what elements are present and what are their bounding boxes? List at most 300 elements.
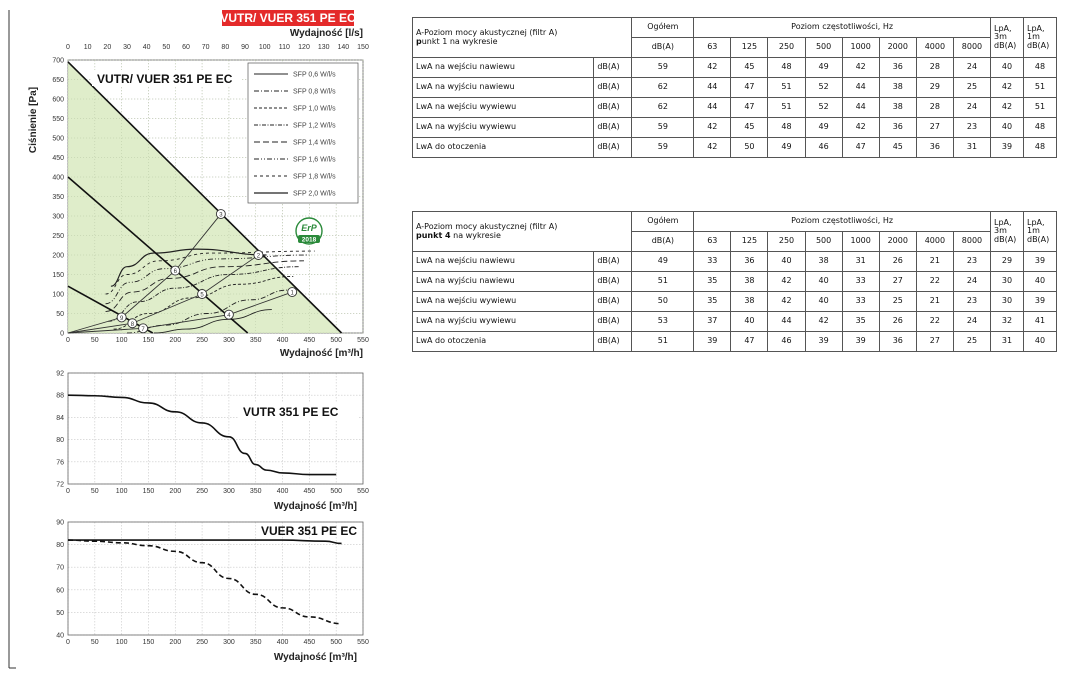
chart-title: VUTR 351 PE EC — [243, 405, 339, 419]
table-description — [413, 212, 632, 252]
header-freq-8000: 8000 — [953, 38, 990, 58]
row-value: 24 — [953, 272, 990, 292]
header-freq-63: 63 — [694, 232, 731, 252]
x2-tick-label: 120 — [298, 44, 310, 51]
y-tick-label: 100 — [52, 291, 64, 299]
header-freq-63: 63 — [694, 38, 731, 58]
y-tick-label: 500 — [52, 135, 64, 143]
x2-tick-label: 20 — [103, 44, 112, 51]
x2-tick-label: 140 — [337, 44, 350, 51]
table-row — [413, 332, 1057, 352]
x-tick-label: 500 — [330, 488, 343, 495]
row-value: 46 — [805, 138, 842, 158]
y-tick-label: 350 — [52, 194, 64, 201]
row-lpa-1m: 41 — [1023, 312, 1056, 332]
row-label: LwA na wyjściu wywiewu — [413, 118, 594, 138]
row-value: 44 — [694, 98, 731, 118]
y-tick-label: 150 — [52, 272, 64, 279]
row-lpa-1m: 39 — [1023, 252, 1056, 272]
row-label: LwA na wejściu wywiewu — [413, 98, 594, 118]
row-value: 42 — [768, 292, 805, 312]
operating-point-label: 6 — [173, 269, 177, 276]
row-value: 38 — [879, 98, 916, 118]
y-tick-label: 90 — [56, 519, 64, 527]
row-value: 38 — [731, 292, 768, 312]
operating-point-label: 3 — [219, 212, 223, 219]
legend-box — [248, 63, 358, 203]
row-value: 23 — [953, 118, 990, 138]
row-lpa-1m: 40 — [1023, 272, 1056, 292]
row-value: 21 — [916, 252, 953, 272]
row-label: LwA do otoczenia — [413, 332, 594, 352]
row-value: 49 — [805, 118, 842, 138]
row-value: 39 — [694, 332, 731, 352]
header-freq-1000: 1000 — [842, 38, 879, 58]
row-lpa-3m: 40 — [991, 118, 1024, 138]
table-row — [413, 118, 1057, 138]
header-freq-250: 250 — [768, 232, 805, 252]
row-lpa-1m: 48 — [1023, 118, 1056, 138]
row-value: 27 — [879, 272, 916, 292]
x2-tick-label: 10 — [83, 44, 92, 51]
row-unit: dB(A) — [594, 292, 632, 312]
header-freq-125: 125 — [731, 232, 768, 252]
acoustic-table-point-4 — [412, 211, 1057, 352]
x2-tick-label: 100 — [258, 44, 271, 51]
row-total: 59 — [632, 138, 694, 158]
lpa-1m-text: dB(A) — [1026, 40, 1050, 50]
row-value: 44 — [694, 78, 731, 98]
x-tick-label: 450 — [303, 488, 316, 495]
x-tick-label: 550 — [357, 488, 369, 495]
header-unit: dB(A) — [632, 38, 694, 58]
header-lpa-3m — [991, 18, 1024, 58]
x-tick-label: 250 — [196, 488, 208, 495]
x-tick-label: 300 — [223, 337, 235, 344]
row-total: 49 — [632, 252, 694, 272]
row-value: 49 — [768, 138, 805, 158]
y-tick-label: 50 — [56, 311, 64, 318]
x-tick-label: 50 — [90, 488, 99, 495]
row-unit: dB(A) — [594, 138, 632, 158]
x-tick-label: 100 — [115, 337, 128, 344]
y-tick-label: 70 — [56, 564, 64, 572]
legend-label: SFP 1,6 W/l/s — [293, 156, 336, 164]
x-tick-label: 500 — [330, 337, 343, 344]
x-axis-label: Wydajność [m³/h] — [273, 501, 357, 512]
row-total: 50 — [632, 292, 694, 312]
header-frequency: Poziom częstotliwości, Hz — [694, 212, 991, 232]
header-freq-4000: 4000 — [916, 232, 953, 252]
legend-label: SFP 1,2 W/l/s — [293, 122, 336, 130]
row-value: 24 — [953, 312, 990, 332]
row-value: 25 — [953, 78, 990, 98]
row-value: 51 — [768, 78, 805, 98]
row-value: 29 — [916, 78, 953, 98]
x-tick-label: 400 — [276, 337, 289, 344]
header-frequency: Poziom częstotliwości, Hz — [694, 18, 991, 38]
desc-line1: A-Poziom mocy akustycznej (filtr A) — [416, 222, 558, 232]
acoustic-table-point-1 — [412, 17, 1057, 158]
pressure-chart — [28, 28, 369, 359]
lpa-1m-text: LpA, — [1026, 217, 1045, 227]
table-row — [413, 138, 1057, 158]
row-label: LwA na wejściu wywiewu — [413, 292, 594, 312]
operating-point-label: 9 — [119, 315, 124, 322]
header-freq-4000: 4000 — [916, 38, 953, 58]
legend-label: SFP 0,8 W/l/s — [293, 88, 336, 96]
row-total: 59 — [632, 118, 694, 138]
erp-badge-text: ErP — [301, 223, 317, 233]
table-row — [413, 58, 1057, 78]
x-tick-label: 0 — [66, 639, 70, 646]
header-freq-2000: 2000 — [879, 232, 916, 252]
x2-tick-label: 130 — [317, 44, 330, 51]
y-tick-label: 72 — [56, 481, 64, 489]
row-value: 50 — [731, 138, 768, 158]
row-unit: dB(A) — [594, 332, 632, 352]
row-value: 47 — [731, 78, 768, 98]
row-value: 45 — [731, 58, 768, 78]
x-tick-label: 300 — [223, 488, 235, 495]
row-unit: dB(A) — [594, 118, 632, 138]
row-value: 36 — [916, 138, 953, 158]
operating-point-label: 1 — [290, 290, 294, 297]
vutr-chart — [56, 371, 369, 513]
x-tick-label: 200 — [169, 488, 182, 495]
row-value: 23 — [953, 252, 990, 272]
y-tick-label: 650 — [52, 77, 64, 84]
header-freq-8000: 8000 — [953, 232, 990, 252]
row-total: 62 — [632, 78, 694, 98]
legend-label: SFP 1,8 W/l/s — [293, 173, 336, 181]
header-total: Ogółem — [632, 18, 694, 38]
row-total: 51 — [632, 272, 694, 292]
row-value: 46 — [768, 332, 805, 352]
row-total: 51 — [632, 332, 694, 352]
header-lpa-3m — [991, 212, 1024, 252]
row-lpa-1m: 51 — [1023, 98, 1056, 118]
row-value: 48 — [768, 118, 805, 138]
row-label: LwA do otoczenia — [413, 138, 594, 158]
row-unit: dB(A) — [594, 272, 632, 292]
desc-line1: A-Poziom mocy akustycznej (filtr A) — [416, 28, 558, 38]
table-row — [413, 252, 1057, 272]
x-axis-label: Wydajność [m³/h] — [279, 348, 363, 359]
header-freq-500: 500 — [805, 38, 842, 58]
x-tick-label: 50 — [90, 337, 99, 344]
header-freq-250: 250 — [768, 38, 805, 58]
y-tick-label: 76 — [56, 459, 64, 467]
row-label: LwA na wyjściu nawiewu — [413, 78, 594, 98]
y-tick-label: 88 — [56, 392, 64, 400]
x2-tick-label: 50 — [162, 44, 171, 51]
desc-line2: na wykresie — [450, 230, 501, 240]
lpa-3m-text: dB(A) — [994, 40, 1017, 50]
x2-tick-label: 90 — [241, 44, 249, 51]
x-tick-label: 0 — [66, 488, 70, 495]
row-value: 48 — [768, 58, 805, 78]
row-lpa-3m: 42 — [991, 98, 1024, 118]
operating-point-label: 7 — [141, 326, 145, 333]
y-tick-label: 84 — [56, 414, 64, 422]
y-tick-label: 300 — [52, 213, 64, 221]
left-charts-panel — [0, 0, 400, 681]
row-value: 38 — [731, 272, 768, 292]
chart-title: VUER 351 PE EC — [260, 524, 357, 538]
row-unit: dB(A) — [594, 312, 632, 332]
table-row — [413, 78, 1057, 98]
lpa-1m-text: 1m — [1026, 226, 1040, 236]
operating-point-label: 4 — [227, 313, 231, 320]
erp-badge-year: 2018 — [301, 236, 317, 244]
x-tick-label: 100 — [115, 488, 128, 495]
lpa-1m-text: LpA, — [1026, 23, 1045, 33]
row-value: 27 — [916, 332, 953, 352]
header-freq-1000: 1000 — [842, 232, 879, 252]
x-tick-label: 550 — [357, 337, 369, 344]
y-tick-label: 550 — [52, 116, 64, 123]
chart-title: VUTR/ VUER 351 PE EC — [97, 72, 233, 86]
x-tick-label: 400 — [276, 639, 289, 646]
row-value: 39 — [842, 332, 879, 352]
row-value: 24 — [953, 58, 990, 78]
y-axis-label: Ciśnienie [Pa] — [28, 86, 39, 154]
row-label: LwA na wyjściu nawiewu — [413, 272, 594, 292]
table-row — [413, 272, 1057, 292]
row-value: 42 — [768, 272, 805, 292]
row-value: 52 — [805, 98, 842, 118]
row-value: 52 — [805, 78, 842, 98]
row-value: 40 — [805, 292, 842, 312]
row-value: 26 — [879, 252, 916, 272]
lpa-3m-text: LpA, — [994, 217, 1012, 227]
row-value: 44 — [768, 312, 805, 332]
row-value: 36 — [879, 118, 916, 138]
x-tick-label: 450 — [303, 639, 316, 646]
row-value: 42 — [694, 58, 731, 78]
title-banner-text: VUTR/ VUER 351 PE EC — [220, 11, 356, 25]
row-value: 26 — [879, 312, 916, 332]
y-tick-label: 250 — [52, 233, 64, 240]
x-tick-label: 350 — [249, 337, 262, 344]
x-tick-label: 200 — [169, 639, 182, 646]
table-row — [413, 312, 1057, 332]
x2-tick-label: 80 — [221, 44, 230, 51]
row-value: 45 — [731, 118, 768, 138]
y-tick-label: 700 — [52, 57, 64, 65]
row-value: 47 — [731, 98, 768, 118]
header-freq-125: 125 — [731, 38, 768, 58]
x-tick-label: 150 — [142, 639, 155, 646]
x-tick-label: 500 — [330, 639, 343, 646]
row-value: 22 — [916, 272, 953, 292]
desc-bold: punkt 4 — [416, 230, 451, 240]
x-tick-label: 350 — [249, 639, 262, 646]
row-lpa-3m: 32 — [991, 312, 1024, 332]
row-lpa-1m: 40 — [1023, 332, 1056, 352]
y-tick-label: 60 — [56, 587, 64, 595]
table-row — [413, 292, 1057, 312]
row-value: 40 — [768, 252, 805, 272]
row-label: LwA na wyjściu wywiewu — [413, 312, 594, 332]
x2-tick-label: 0 — [66, 44, 70, 51]
row-total: 62 — [632, 98, 694, 118]
header-freq-500: 500 — [805, 232, 842, 252]
x-tick-label: 350 — [249, 488, 262, 495]
y-tick-label: 450 — [52, 155, 64, 162]
desc-line2: unkt 1 na wykresie — [421, 36, 498, 46]
header-lpa-1m — [1023, 18, 1056, 58]
row-value: 23 — [953, 292, 990, 312]
x-tick-label: 450 — [303, 337, 316, 344]
row-lpa-3m: 40 — [991, 58, 1024, 78]
x-axis-label: Wydajność [m³/h] — [273, 652, 357, 663]
row-value: 36 — [879, 58, 916, 78]
row-value: 31 — [953, 138, 990, 158]
lpa-3m-text: LpA, — [994, 23, 1012, 33]
row-value: 25 — [953, 332, 990, 352]
x2-axis-label: Wydajność [l/s] — [289, 28, 363, 39]
row-value: 31 — [842, 252, 879, 272]
row-value: 37 — [694, 312, 731, 332]
x-tick-label: 100 — [115, 639, 128, 646]
row-value: 45 — [879, 138, 916, 158]
table-row — [413, 98, 1057, 118]
row-value: 47 — [842, 138, 879, 158]
row-value: 22 — [916, 312, 953, 332]
row-value: 21 — [916, 292, 953, 312]
lpa-3m-text: 3m — [994, 226, 1007, 236]
row-value: 35 — [694, 272, 731, 292]
row-lpa-3m: 42 — [991, 78, 1024, 98]
row-value: 38 — [805, 252, 842, 272]
legend-label: SFP 1,4 W/l/s — [293, 139, 336, 147]
lpa-3m-text: 3m — [994, 32, 1007, 42]
row-unit: dB(A) — [594, 78, 632, 98]
y-tick-label: 40 — [56, 632, 64, 640]
legend-label: SFP 2,0 W/l/s — [293, 190, 336, 198]
row-value: 44 — [842, 78, 879, 98]
vuer-chart — [56, 520, 369, 664]
row-total: 59 — [632, 58, 694, 78]
x-tick-label: 300 — [223, 639, 235, 646]
row-value: 39 — [805, 332, 842, 352]
row-value: 49 — [805, 58, 842, 78]
lpa-3m-text: dB(A) — [994, 234, 1017, 244]
row-lpa-3m: 39 — [991, 138, 1024, 158]
row-unit: dB(A) — [594, 58, 632, 78]
x2-tick-label: 70 — [201, 44, 210, 51]
x-tick-label: 250 — [196, 337, 208, 344]
lpa-1m-text: dB(A) — [1026, 234, 1050, 244]
x-tick-label: 50 — [90, 639, 99, 646]
row-lpa-1m: 48 — [1023, 138, 1056, 158]
x2-tick-label: 60 — [182, 44, 190, 51]
table-description — [413, 18, 632, 58]
lpa-1m-text: 1m — [1026, 32, 1040, 42]
x2-tick-label: 150 — [357, 44, 369, 51]
row-total: 53 — [632, 312, 694, 332]
header-freq-2000: 2000 — [879, 38, 916, 58]
y-tick-label: 0 — [60, 330, 64, 338]
row-value: 40 — [731, 312, 768, 332]
x-tick-label: 550 — [357, 639, 369, 646]
row-value: 42 — [694, 118, 731, 138]
row-unit: dB(A) — [594, 252, 632, 272]
desc-bold: p — [416, 36, 422, 46]
y-tick-label: 80 — [56, 437, 64, 445]
row-value: 38 — [879, 78, 916, 98]
x-tick-label: 150 — [142, 337, 155, 344]
legend-label: SFP 0,6 W/l/s — [293, 71, 336, 79]
row-value: 44 — [842, 98, 879, 118]
header-unit: dB(A) — [632, 232, 694, 252]
row-value: 33 — [694, 252, 731, 272]
row-value: 33 — [842, 272, 879, 292]
row-value: 42 — [694, 138, 731, 158]
row-value: 27 — [916, 118, 953, 138]
row-value: 35 — [842, 312, 879, 332]
x2-tick-label: 110 — [278, 44, 290, 51]
row-value: 42 — [842, 118, 879, 138]
row-value: 36 — [879, 332, 916, 352]
y-tick-label: 50 — [56, 609, 64, 617]
x-tick-label: 200 — [169, 337, 182, 344]
row-value: 33 — [842, 292, 879, 312]
header-total: Ogółem — [632, 212, 694, 232]
row-label: LwA na wejściu nawiewu — [413, 58, 594, 78]
y-tick-label: 200 — [52, 252, 64, 260]
y-tick-label: 600 — [52, 96, 64, 104]
row-lpa-3m: 30 — [991, 272, 1024, 292]
row-lpa-1m: 39 — [1023, 292, 1056, 312]
row-value: 40 — [805, 272, 842, 292]
row-lpa-1m: 48 — [1023, 58, 1056, 78]
operating-point-label: 2 — [256, 253, 261, 260]
x-tick-label: 250 — [196, 639, 208, 646]
x2-tick-label: 30 — [123, 44, 131, 51]
y-tick-label: 80 — [56, 542, 64, 550]
operating-point-label: 8 — [130, 321, 135, 328]
row-value: 35 — [694, 292, 731, 312]
row-value: 24 — [953, 98, 990, 118]
row-value: 47 — [731, 332, 768, 352]
row-lpa-1m: 51 — [1023, 78, 1056, 98]
x2-tick-label: 40 — [142, 44, 151, 51]
row-lpa-3m: 30 — [991, 292, 1024, 312]
row-lpa-3m: 31 — [991, 332, 1024, 352]
row-value: 42 — [842, 58, 879, 78]
row-value: 28 — [916, 98, 953, 118]
y-tick-label: 400 — [52, 174, 64, 182]
x-tick-label: 0 — [66, 337, 70, 344]
row-value: 36 — [731, 252, 768, 272]
row-lpa-3m: 29 — [991, 252, 1024, 272]
row-value: 42 — [805, 312, 842, 332]
row-value: 51 — [768, 98, 805, 118]
legend-label: SFP 1,0 W/l/s — [293, 105, 336, 113]
x-tick-label: 150 — [142, 488, 155, 495]
row-value: 28 — [916, 58, 953, 78]
operating-point-label: 5 — [200, 292, 204, 299]
y-tick-label: 92 — [56, 370, 64, 378]
row-value: 25 — [879, 292, 916, 312]
row-label: LwA na wejściu nawiewu — [413, 252, 594, 272]
header-lpa-1m — [1023, 212, 1056, 252]
row-unit: dB(A) — [594, 98, 632, 118]
plot-area — [68, 373, 363, 484]
